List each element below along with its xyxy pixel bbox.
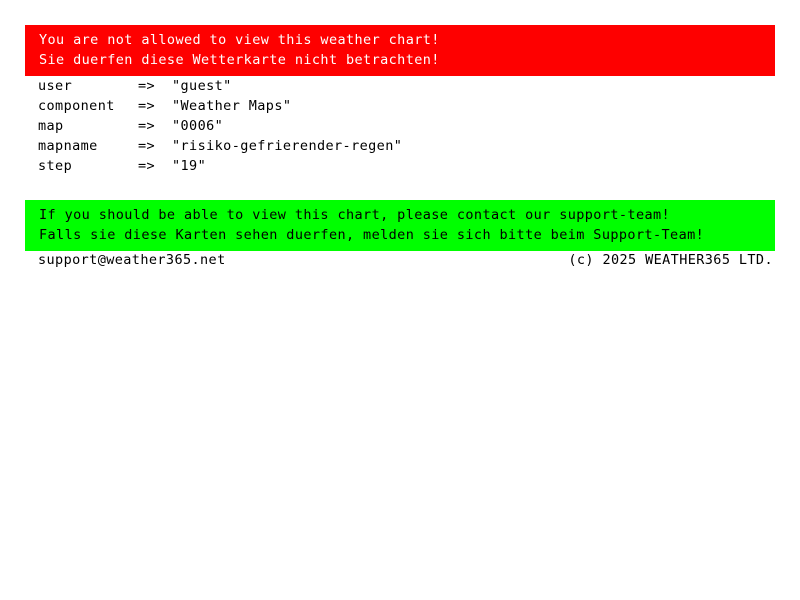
detail-value-step: "19" [172,158,207,174]
table-row [38,160,402,180]
detail-arrow-step: => [138,158,156,174]
info-banner-line-en: If you should be able to view this chart, please contact our support-team! [39,207,671,223]
detail-key-step: step [38,158,73,174]
details-table [38,80,402,180]
detail-key-component: component [38,98,115,114]
table-row [38,100,402,120]
error-banner-line-de: Sie duerfen diese Wetterkarte nicht betrachten! [39,52,440,68]
detail-arrow-mapname: => [138,138,156,154]
table-row [38,120,402,140]
detail-value-mapname: "risiko-gefrierender-regen" [172,138,403,154]
detail-key-user: user [38,78,73,94]
error-banner [25,25,775,76]
detail-value-component: "Weather Maps" [172,98,292,114]
info-banner-line-de: Falls sie diese Karten sehen duerfen, melden sie sich bitte beim Support-Team! [39,227,705,243]
detail-key-mapname: mapname [38,138,98,154]
table-row [38,140,402,160]
detail-arrow-component: => [138,98,156,114]
support-email-link[interactable]: support@weather365.net [38,252,226,268]
error-banner-line-en: You are not allowed to view this weather chart! [39,32,440,48]
detail-value-user: "guest" [172,78,232,94]
footer [38,251,773,269]
info-banner [25,200,775,251]
detail-value-map: "0006" [172,118,224,134]
copyright-text: (c) 2025 WEATHER365 LTD. [568,252,773,268]
detail-arrow-map: => [138,118,156,134]
table-row [38,80,402,100]
detail-key-map: map [38,118,64,134]
detail-arrow-user: => [138,78,156,94]
